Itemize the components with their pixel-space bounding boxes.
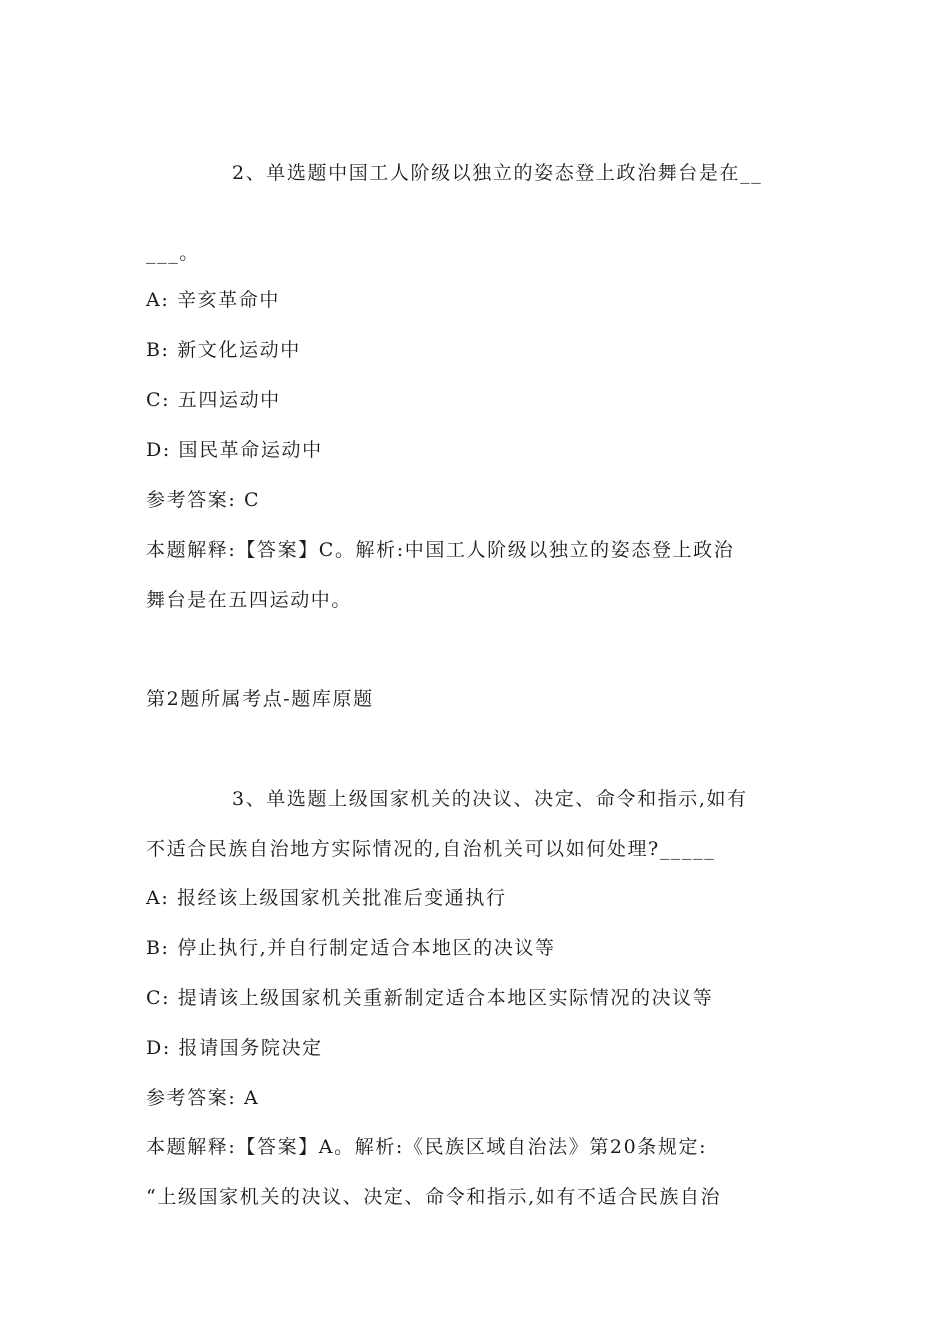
question-2-topic: 第2题所属考点-题库原题 bbox=[146, 688, 374, 710]
question-3-option-a: A: 报经该上级国家机关批准后变通执行 bbox=[146, 887, 507, 909]
question-2-option-b: B: 新文化运动中 bbox=[146, 339, 301, 361]
question-3-explanation-line-2: “上级国家机关的决议、决定、命令和指示,如有不适合民族自治 bbox=[146, 1186, 722, 1208]
question-2-option-c: C: 五四运动中 bbox=[146, 389, 281, 411]
question-3-explanation-line-1: 本题解释:【答案】A。解析:《民族区域自治法》第20条规定: bbox=[146, 1136, 708, 1158]
question-2-answer: 参考答案: C bbox=[146, 489, 261, 511]
question-3-option-d: D: 报请国务院决定 bbox=[146, 1037, 323, 1059]
question-2-stem-line-2: ___。 bbox=[146, 242, 200, 264]
question-3-answer: 参考答案: A bbox=[146, 1087, 260, 1109]
question-2-stem-line-1: 2、单选题中国工人阶级以独立的姿态登上政治舞台是在__ bbox=[232, 162, 763, 184]
question-2-explanation-line-2: 舞台是在五四运动中。 bbox=[146, 589, 353, 611]
question-3-stem-line-1: 3、单选题上级国家机关的决议、决定、命令和指示,如有 bbox=[232, 788, 748, 810]
question-3-option-b: B: 停止执行,并自行制定适合本地区的决议等 bbox=[146, 937, 556, 959]
question-2-option-a: A: 辛亥革命中 bbox=[146, 289, 280, 311]
question-3-stem-line-2: 不适合民族自治地方实际情况的,自治机关可以如何处理?_____ bbox=[146, 838, 716, 860]
question-3-option-c: C: 提请该上级国家机关重新制定适合本地区实际情况的决议等 bbox=[146, 987, 714, 1009]
question-2-option-d: D: 国民革命运动中 bbox=[146, 439, 323, 461]
question-2-explanation-line-1: 本题解释:【答案】C。解析:中国工人阶级以独立的姿态登上政治 bbox=[146, 539, 735, 561]
